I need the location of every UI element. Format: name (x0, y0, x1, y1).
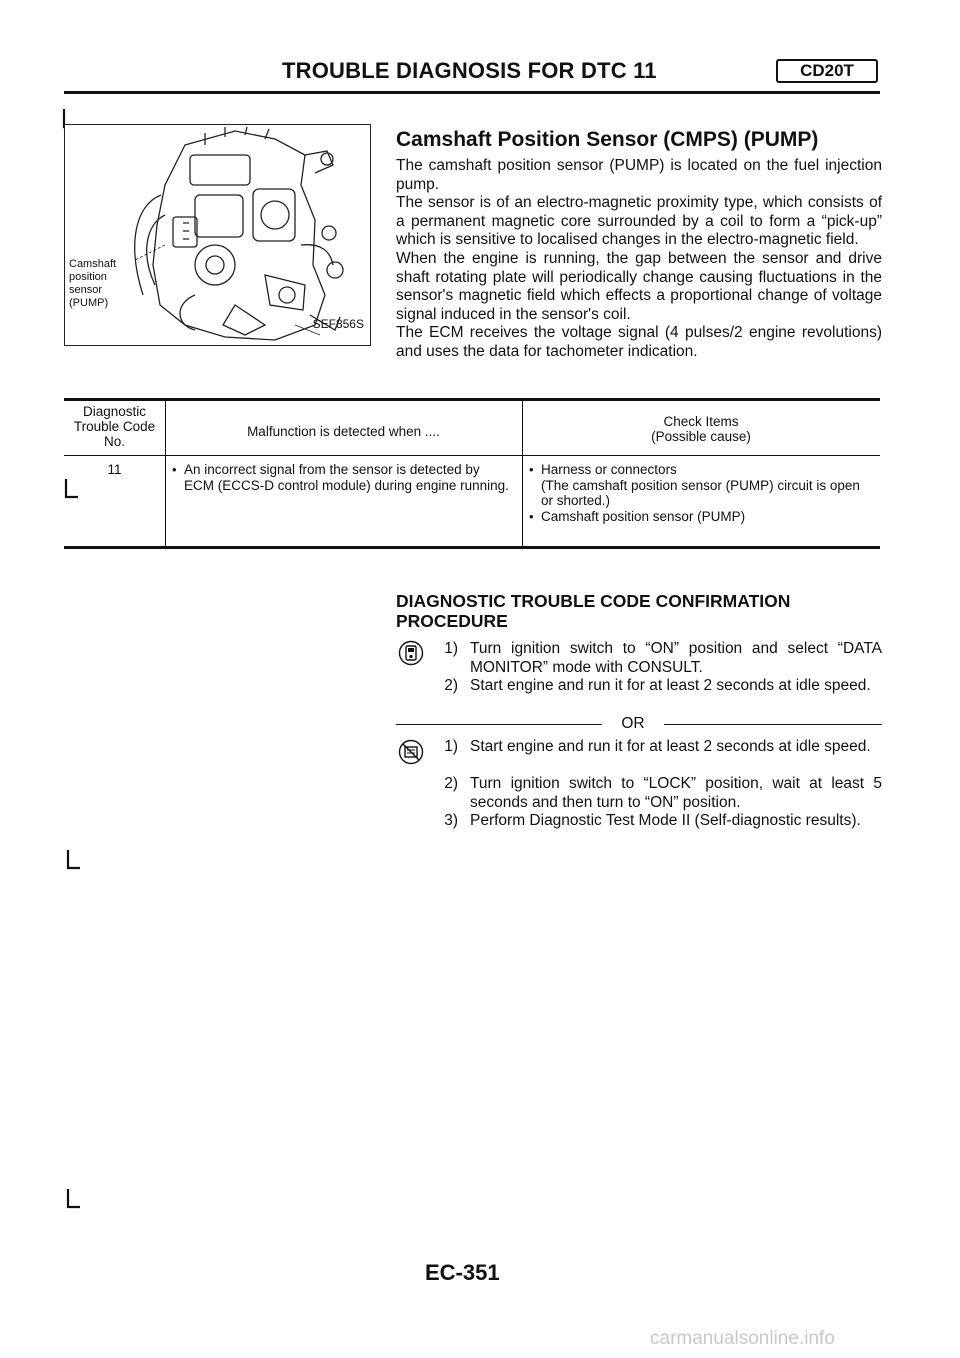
table-column-divider (165, 401, 166, 546)
description-paragraph: The camshaft position sensor (PUMP) is located on the fuel injection pump. (396, 157, 882, 193)
step-text: Start engine and run it for at least 2 seconds at idle speed. (470, 677, 871, 694)
margin-corner-mark (66, 848, 82, 872)
procedure-step (396, 677, 882, 715)
step-text: Perform Diagnostic Test Mode II (Self-diagnostic results). (470, 812, 861, 829)
fuel-injection-pump-illustration (65, 125, 370, 345)
check-item: • Camshaft position sensor (PUMP) (527, 509, 867, 525)
check-item: • Harness or connectors (The camshaft position sensor (PUMP) circuit is open or shorted.) (527, 462, 867, 509)
description-paragraph: The ECM receives the voltage signal (4 pulses/2 engine revolutions) and uses the data for tachometer indication. (396, 324, 882, 360)
procedure-step (396, 775, 882, 813)
step-number: 2) (444, 677, 458, 694)
procedure-step (396, 640, 882, 678)
figure-callout-label: Camshaft position sensor (PUMP) (69, 258, 117, 309)
sensor-location-figure (64, 124, 371, 346)
procedure-heading: DIAGNOSTIC TROUBLE CODE CONFIRMATION PROCEDURE (396, 591, 791, 631)
check-items-cell (527, 462, 867, 524)
table-header-malfunction: Malfunction is detected when .... (247, 424, 440, 439)
step-number: 1) (444, 640, 458, 657)
procedure-step (396, 738, 882, 776)
table-header-rule (64, 455, 880, 456)
step-number: 3) (444, 812, 458, 829)
description-paragraph: The sensor is of an electro-magnetic proximity type, which consists of a permanent magnetic core surrounded by a coil to form a “pick-up” which is sensitive to localised changes in the electro-magnetic field. (396, 194, 882, 249)
figure-id: SEF856S (312, 317, 364, 331)
separator-line (396, 724, 602, 725)
malfunction-cell (170, 462, 510, 493)
or-label: OR (621, 715, 645, 732)
watermark: carmanualsonline.info (650, 1328, 835, 1349)
separator-line (664, 724, 882, 725)
procedure-step (396, 812, 882, 850)
section-heading: Camshaft Position Sensor (CMPS) (PUMP) (396, 128, 819, 151)
dtc-table (64, 398, 880, 550)
step-text: Start engine and run it for at least 2 seconds at idle speed. (470, 738, 871, 755)
header-rule (64, 91, 880, 94)
step-number: 2) (444, 775, 458, 792)
step-text: Turn ignition switch to “ON” position and select “DATA MONITOR” mode with CONSULT. (470, 640, 882, 676)
margin-corner-mark (66, 1187, 82, 1211)
page-title: TROUBLE DIAGNOSIS FOR DTC 11 (282, 58, 657, 83)
table-header-code: Diagnostic Trouble Code No. (73, 404, 156, 449)
malfunction-item: • An incorrect signal from the sensor is detected by ECM (ECCS-D control module) during engine running. (170, 462, 510, 493)
step-text: Turn ignition switch to “LOCK” position, wait at least 5 seconds and then turn to “ON” position. (470, 775, 882, 811)
sensor-description (396, 157, 882, 362)
description-paragraph: When the engine is running, the gap between the sensor and drive shaft rotating plate will periodically change causing fluctuations in the sensor's magnetic field which effects a proportional change of voltage signal induced in the sensor's coil. (396, 249, 882, 323)
table-header-check-items: Check Items (Possible cause) (651, 414, 751, 444)
or-separator (396, 714, 882, 734)
page-number: EC-351 (425, 1260, 500, 1285)
table-bottom-rule (64, 546, 880, 549)
engine-code-badge: CD20T (776, 59, 878, 83)
dtc-code-cell: 11 (107, 462, 122, 477)
table-top-rule (64, 398, 880, 401)
step-number: 1) (444, 738, 458, 755)
